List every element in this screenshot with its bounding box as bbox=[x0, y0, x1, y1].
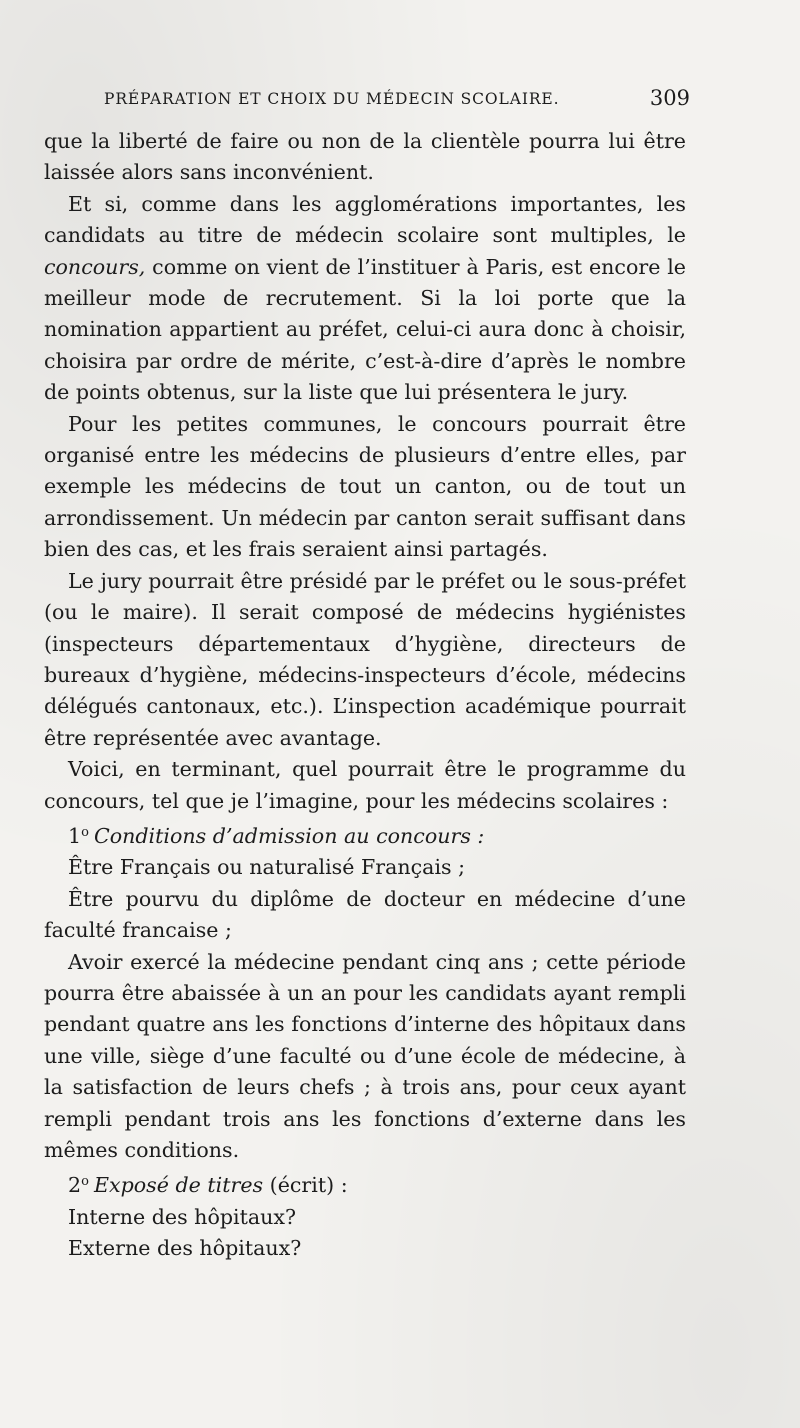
page-header bbox=[104, 86, 690, 116]
concours-emphasis: concours, bbox=[44, 254, 146, 279]
title-externe: Externe des hôpitaux? bbox=[68, 1236, 302, 1261]
section-2-title: Exposé de titres bbox=[93, 1173, 264, 1198]
section-2-number: 2 bbox=[68, 1173, 82, 1198]
section-2-heading bbox=[44, 1166, 686, 1201]
paragraph-concours-end: comme on vient de l’instituer à Paris, est encore le meilleur mode de recrutement. Si la loi porte que la nomination appartient au préfet, celui-ci aura donc à choisir, choisira par ordre de mérite, c’est-à-dire d’après le nombre de points obtenus, sur la liste que lui présentera le jury. bbox=[44, 254, 686, 405]
condition-diploma: Être pourvu du diplôme de docteur en médecine d’une faculté francaise ; bbox=[44, 886, 686, 943]
section-1-ordinal: o bbox=[81, 824, 89, 840]
body-text bbox=[44, 126, 686, 1265]
paragraph-petites-communes: Pour les petites communes, le concours pourrait être organisé entre les médecins de plusieurs d’entre elles, par exemple les médecins de tout un canton, ou de tout un arrondissement. Un médecin par canton serait suffisant dans bien des cas, et les frais seraient ainsi partagés. bbox=[44, 411, 686, 562]
page-number: 309 bbox=[649, 86, 690, 110]
section-1-number: 1 bbox=[68, 823, 82, 848]
paragraph-concours-start: Et si, comme dans les agglomérations importantes, les candidats au titre de médecin scolaire sont multiples, le bbox=[44, 191, 686, 248]
running-title: PRÉPARATION ET CHOIX DU MÉDECIN SCOLAIRE. bbox=[104, 90, 560, 108]
paragraph-continuation: que la liberté de faire ou non de la clientèle pourra lui être laissée alors sans inconvénient. bbox=[44, 129, 686, 185]
condition-nationality: Être Français ou naturalisé Français ; bbox=[68, 855, 466, 880]
paragraph-programme: Voici, en terminant, quel pourrait être le programme du concours, tel que je l’imagine, pour les médecins scolaires : bbox=[44, 757, 686, 813]
section-2-ordinal: o bbox=[81, 1174, 89, 1190]
paragraph-jury: Le jury pourrait être présidé par le préfet ou le sous-préfet (ou le maire). Il serait composé de médecins hygiénistes (inspecteurs départementaux d’hygiène, directeurs de bureaux d’hygiène, médecins-inspecteurs d’école, médecins délégués cantonaux, etc.). L’inspection académique pourrait être représentée avec avantage. bbox=[44, 568, 686, 750]
title-interne: Interne des hôpitaux? bbox=[68, 1204, 297, 1229]
paragraph-concours bbox=[44, 189, 686, 409]
section-1-title: Conditions d’admission au concours : bbox=[93, 823, 485, 848]
section-2-subtitle: (écrit) : bbox=[263, 1173, 348, 1198]
section-1-heading bbox=[44, 817, 686, 852]
condition-practice: Avoir exercé la médecine pendant cinq ans ; cette période pourra être abaissée à un an pour les candidats ayant rempli pendant quatre ans les fonctions d’interne des hôpitaux dans une ville, siège d’une faculté ou d’une école de médecine, à la satisfaction de leurs chefs ; à trois ans, pour ceux ayant rempli pendant trois ans les fonctions d’externe dans les mêmes conditions. bbox=[44, 949, 686, 1162]
